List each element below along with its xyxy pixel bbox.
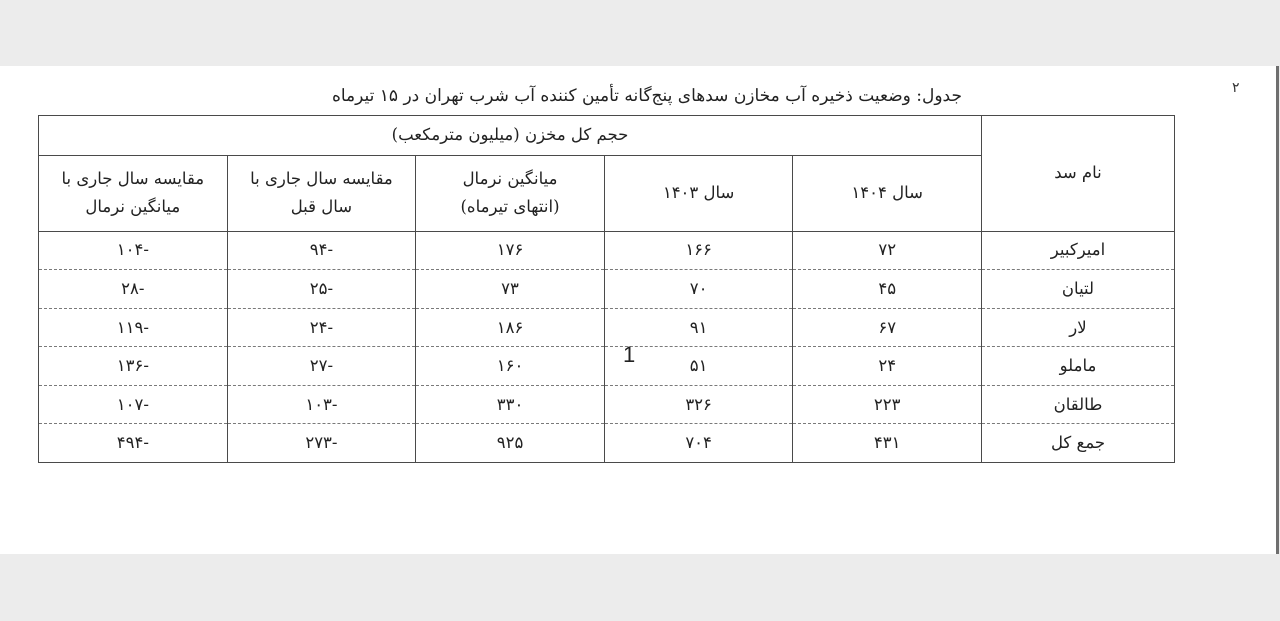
cell-year-1403: ۹۱ [604, 308, 793, 347]
header-vs-normal [39, 155, 228, 231]
cell-vs-prev: -۲۵ [227, 270, 416, 309]
cell-year-1403: ۵۱ [604, 347, 793, 386]
page-number: ۲ [1232, 80, 1240, 96]
cell-year-1404: ۲۴ [793, 347, 982, 386]
cell-normal: ۳۳۰ [416, 385, 605, 424]
cell-vs-prev: -۱۰۳ [227, 385, 416, 424]
header-norm-cmp-line2: میانگین نرمال [85, 197, 181, 217]
cell-year-1403: ۳۲۶ [604, 385, 793, 424]
header-year-1403: سال ۱۴۰۳ [604, 155, 793, 231]
cell-normal: ۷۳ [416, 270, 605, 309]
cell-dam-name: جمع کل [982, 424, 1175, 463]
cell-year-1404: ۴۵ [793, 270, 982, 309]
header-normal-line1: میانگین نرمال [462, 169, 558, 189]
cell-normal: ۱۶۰ [416, 347, 605, 386]
cell-dam-name: لتیان [982, 270, 1175, 309]
cell-dam-name: طالقان [982, 385, 1175, 424]
header-prev-line2: سال قبل [290, 197, 353, 217]
cell-year-1404: ۷۲ [793, 231, 982, 270]
cell-year-1403: ۷۰۴ [604, 424, 793, 463]
cell-year-1403: ۱۶۶ [604, 231, 793, 270]
header-normal-line2: (انتهای تیرماه) [460, 197, 560, 217]
table-row [39, 308, 1175, 347]
header-normal-average [416, 155, 605, 231]
header-prev-line1: مقایسه سال جاری با [250, 169, 393, 189]
header-vs-previous-year [227, 155, 416, 231]
cell-normal: ۱۸۶ [416, 308, 605, 347]
cell-year-1404: ۶۷ [793, 308, 982, 347]
cell-vs-normal: -۲۸ [39, 270, 228, 309]
header-norm-cmp-line1: مقایسه سال جاری با [61, 169, 205, 189]
table-row [39, 231, 1175, 270]
table-caption: جدول: وضعیت ذخیره آب مخازن سدهای پنج‌گانه تأمین کننده آب شرب تهران در ۱۵ تیرماه [331, 86, 962, 106]
cell-vs-normal: -۱۰۷ [39, 385, 228, 424]
cell-vs-prev: -۹۴ [227, 231, 416, 270]
cell-dam-name: ماملو [982, 347, 1175, 386]
cell-vs-prev: -۲۴ [227, 308, 416, 347]
cell-vs-normal: -۱۰۴ [39, 231, 228, 270]
table-row [39, 270, 1175, 309]
cell-dam-name: لار [982, 308, 1175, 347]
header-year-1404: سال ۱۴۰۴ [793, 155, 982, 231]
cell-vs-prev: -۲۷۳ [227, 424, 416, 463]
dam-storage-table [38, 115, 1175, 463]
cell-normal: ۹۲۵ [416, 424, 605, 463]
cell-year-1404: ۲۲۳ [793, 385, 982, 424]
cell-vs-prev: -۲۷ [227, 347, 416, 386]
viewer-bottom-area [0, 554, 1280, 621]
cell-vs-normal: -۱۱۹ [39, 308, 228, 347]
table-row-total [39, 424, 1175, 463]
viewer-top-bar [0, 0, 1280, 66]
cell-normal: ۱۷۶ [416, 231, 605, 270]
cell-vs-normal: -۴۹۴ [39, 424, 228, 463]
table-row [39, 385, 1175, 424]
cell-vs-normal: -۱۳۶ [39, 347, 228, 386]
stray-mark: 1 [623, 342, 636, 367]
cell-year-1404: ۴۳۱ [793, 424, 982, 463]
header-total-volume: حجم کل مخزن (میلیون مترمکعب) [39, 116, 982, 156]
cell-year-1403: ۷۰ [604, 270, 793, 309]
header-dam-name: نام سد [982, 116, 1175, 232]
cell-dam-name: امیرکبیر [982, 231, 1175, 270]
table-row [39, 347, 1175, 386]
